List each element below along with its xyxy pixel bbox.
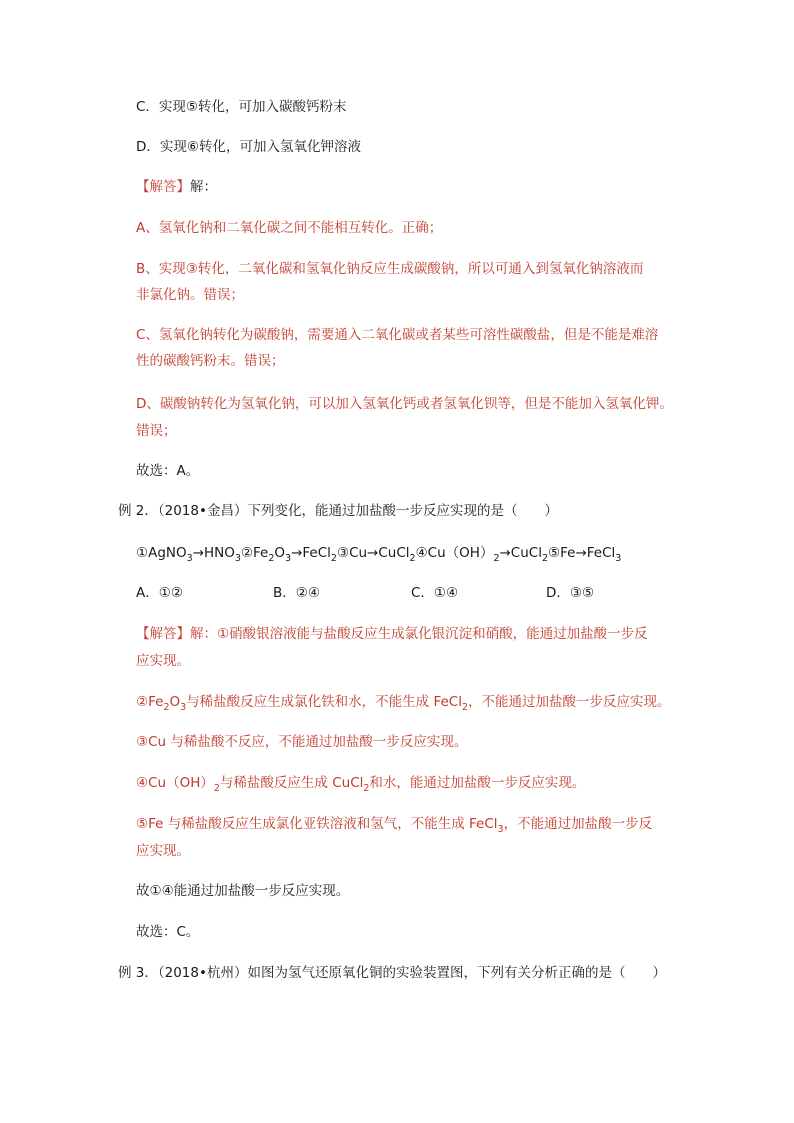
question-2-option-b: B．②④ [273, 585, 320, 601]
answer-line-d1: D、碳酸钠转化为氢氧化钠，可以加入氢氧化钙或者氢氧化钡等，但是不能加入氢氧化钾。 [136, 396, 673, 412]
reaction-3: ③Cu→CuCl$_2$ [336, 545, 416, 564]
reaction-5: ⑤Fe→FeCl$_3$ [548, 545, 622, 564]
option-c: C．实现⑤转化，可加入碳酸钙粉末 [136, 99, 347, 115]
answer-line-c2: 性的碳酸钙粉末。错误； [136, 353, 285, 369]
answer-heading [136, 177, 217, 197]
answer-2-line-3: ③Cu 与稀盐酸不反应，不能通过加盐酸一步反应实现。 [136, 734, 468, 750]
question-2-stem: 例 2．（2018•金昌）下列变化，能通过加盐酸一步反应实现的是（ ） [118, 503, 558, 519]
answer-2-line-1: 解：①硝酸银溶液能与盐酸反应生成氯化银沉淀和硝酸，能通过加盐酸一步反 [190, 626, 648, 642]
answer-choice: 故选：A。 [136, 463, 200, 479]
question-2-option-c: C．①④ [411, 585, 459, 601]
answer-2-conclusion: 故①④能通过加盐酸一步反应实现。 [136, 883, 350, 899]
question-3-stem: 例 3．（2018•杭州）如图为氢气还原氧化铜的实验装置图，下列有关分析正确的是（ ） [118, 965, 666, 981]
answer-line-b2: 非氯化钠。错误； [136, 287, 244, 303]
answer-2-heading [136, 624, 648, 644]
answer-line-b1: B、实现③转化，二氧化碳和氢氧化钠反应生成碳酸钠，所以可通入到氢氧化钠溶液而 [136, 261, 644, 277]
answer-label-rest: 解： [190, 179, 217, 195]
answer-line-a: A、氢氧化钠和二氧化碳之间不能相互转化。正确； [136, 220, 443, 236]
reaction-4: $④Cu(OH)_2\to CuCl_2$ [415, 545, 549, 564]
reaction-2: $②Fe_2O_3\to FeCl_2$ [240, 545, 337, 564]
answer-2-line-2: $②Fe_2O_3$与稀盐酸反应生成氯化铁和水，不能生成 FeCl$_2$，不能通过加盐酸一步反应实现。 [136, 694, 671, 713]
answer-2-line-5: ⑤Fe 与稀盐酸反应生成氯化亚铁溶液和氢气，不能生成 FeCl$_3$，不能通过加盐酸一步反 [136, 816, 653, 835]
reaction-1: $①AgNO_3\to HNO_3$ [136, 545, 241, 564]
answer-2-line-1b: 应实现。 [136, 653, 190, 669]
answer-2-line-4: $④Cu(OH)_2$与稀盐酸反应生成 CuCl$_2$和水，能通过加盐酸一步反应实现。 [136, 775, 586, 794]
question-2-option-d: D．③⑤ [546, 585, 595, 601]
option-d: D．实现⑥转化，可加入氢氧化钾溶液 [136, 139, 361, 155]
answer-2-label: 【解答】 [136, 626, 190, 642]
question-2-reactions [136, 543, 621, 565]
answer-2-choice: 故选：C。 [136, 924, 200, 940]
answer-line-c1: C、氢氧化钠转化为碳酸钠，需要通入二氧化碳或者某些可溶性碳酸盐，但是不能是难溶 [136, 327, 659, 343]
answer-line-d2: 错误； [136, 423, 177, 439]
answer-2-line-5b: 应实现。 [136, 843, 190, 859]
answer-label: 【解答】 [136, 179, 190, 195]
question-2-option-a: A．①② [136, 585, 183, 601]
